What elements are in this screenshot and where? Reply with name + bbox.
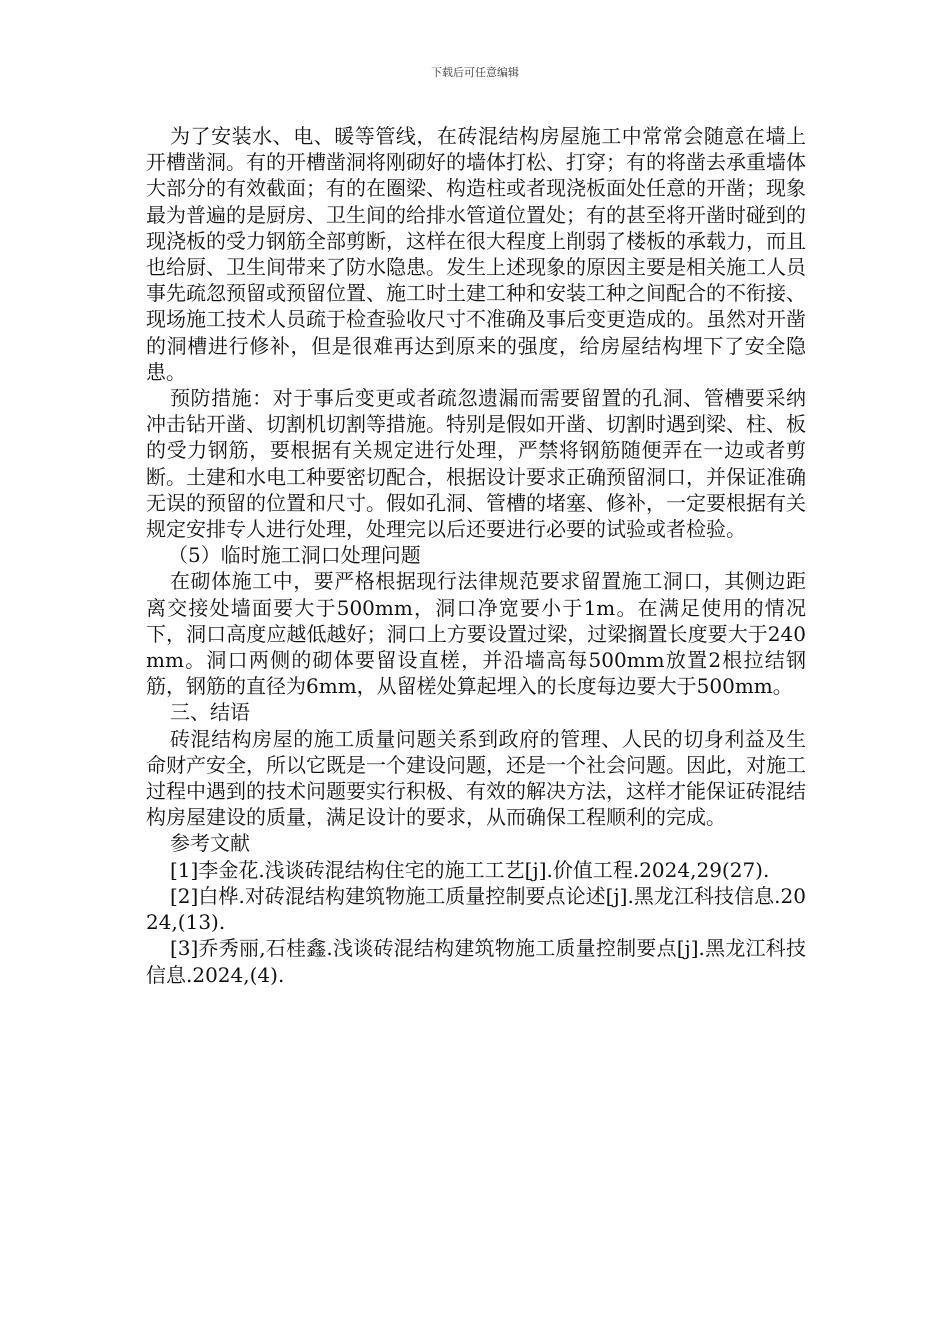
reference-item: [1]李金花.浅谈砖混结构住宅的施工工艺[j].价值工程.2024,29(27). xyxy=(170,857,770,882)
reference-item: [2]白桦.对砖混结构建筑物施工质量控制要点论述[j].黑龙江科技信息.2024,(13). xyxy=(146,883,806,935)
paragraph-slotting-problem: 为了安装水、电、暖等管线，在砖混结构房屋施工中常常会随意在墙上开槽凿洞。有的开槽凿洞将刚砌好的墙体打松、打穿；有的将凿去承重墙体大部分的有效截面；有的在圈梁、构造柱或者现浇板面处任意的开凿；现象最为普遍的是厨房、卫生间的给排水管道位置处；有的甚至将开凿时碰到的现浇板的受力钢筋全部剪断，这样在很大程度上削弱了楼板的承载力，而且也给厨、卫生间带来了防水隐患。发生上述现象的原因主要是相关施工人员事先疏忽预留或预留位置、施工时土建工种和安装工种之间配合的不衔接、现场施工技术人员疏于检查验收尺寸不准确及事后变更造成的。虽然对开凿的洞槽进行修补，但是很难再达到原来的强度，给房屋结构埋下了安全隐患。 xyxy=(146,124,806,384)
paragraph-conclusion: 砖混结构房屋的施工质量问题关系到政府的管理、人民的切身利益及生命财产安全，所以它既是一个建设问题，还是一个社会问题。因此，对施工过程中遇到的技术问题要实行积极、有效的解决方法，这样才能保证砖混结构房屋建设的质量，满足设计的要求，从而确保工程顺利的完成。 xyxy=(146,726,806,830)
paragraph-prevention-measures: 预防措施：对于事后变更或者疏忽遗漏而需要留置的孔洞、管槽要采纳冲击钻开凿、切割机切割等措施。特别是假如开凿、切割时遇到梁、柱、板的受力钢筋，要根据有关规定进行处理，严禁将钢筋随便弄在一边或者剪断。土建和水电工种要密切配合，根据设计要求正确预留洞口，并保证准确无误的预留的位置和尺寸。假如孔洞、管槽的堵塞、修补，一定要根据有关规定安排专人进行处理，处理完以后还要进行必要的试验或者检验。 xyxy=(146,386,806,542)
document-body xyxy=(146,123,806,988)
section-heading-temporary-openings: （5）临时施工洞口处理问题 xyxy=(168,543,421,568)
page-header-note: 下载后可任意编辑 xyxy=(431,66,519,79)
paragraph-temporary-openings: 在砌体施工中，要严格根据现行法律规范要求留置施工洞口，其侧边距离交接处墙面要大于500mm，洞口净宽要小于1m。在满足使用的情况下，洞口高度应越低越好；洞口上方要设置过梁，过梁搁置长度要大于240mm。洞口两侧的砌体要留设直槎，并沿墙高每500mm放置2根拉结钢筋，钢筋的直径为6mm，从留槎处算起埋入的长度每边要大于500mm。 xyxy=(146,569,806,699)
references-title: 参考文献 xyxy=(170,831,250,856)
reference-item: [3]乔秀丽,石桂鑫.浅谈砖混结构建筑物施工质量控制要点[j].黑龙江科技信息.2024,(4). xyxy=(146,936,806,987)
section-heading-conclusion: 三、结语 xyxy=(170,700,250,725)
